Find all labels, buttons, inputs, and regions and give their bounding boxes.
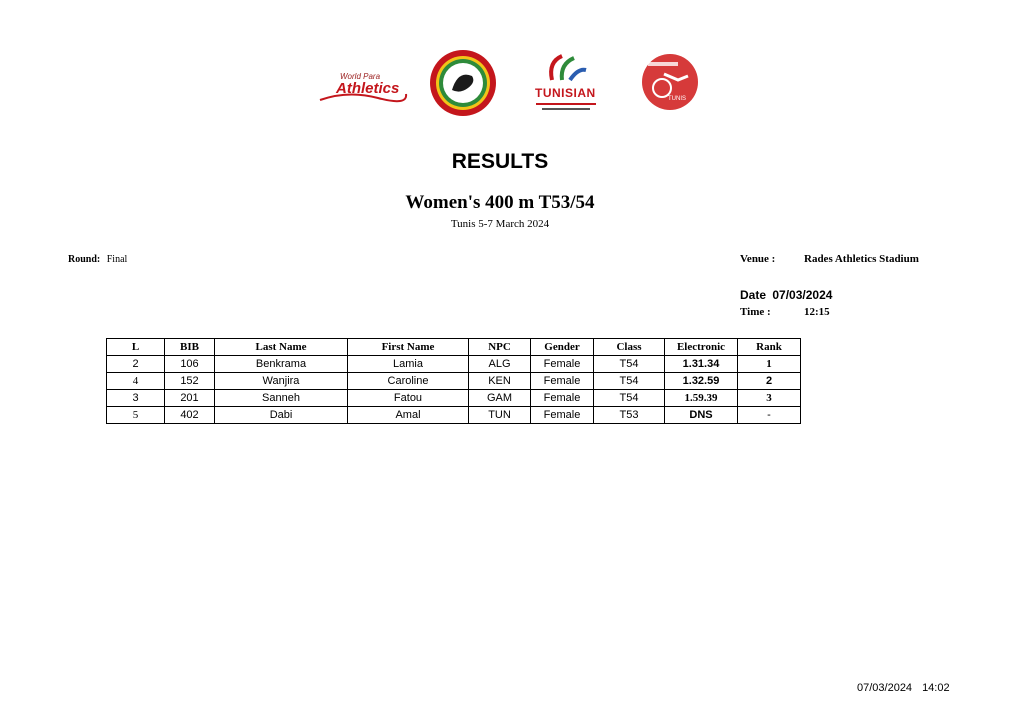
column-header-electronic: Electronic [665, 339, 738, 356]
cell-first-name: Fatou [348, 390, 469, 407]
cell-bib: 106 [165, 356, 215, 373]
cell-last-name: Sanneh [215, 390, 348, 407]
table-row [107, 407, 801, 424]
cell-class: T54 [594, 356, 665, 373]
column-header-first-name: First Name [348, 339, 469, 356]
cell-npc: GAM [469, 390, 531, 407]
cell-lane: 2 [107, 356, 165, 373]
wheelchair-racer-icon [638, 52, 702, 112]
cell-electronic: 1.32.59 [665, 373, 738, 390]
cell-electronic: DNS [665, 407, 738, 424]
column-header-rank: Rank [738, 339, 801, 356]
cell-rank: 3 [738, 390, 801, 407]
cell-rank: 2 [738, 373, 801, 390]
column-header-last-name: Last Name [215, 339, 348, 356]
wpa-swoosh-icon [318, 88, 408, 106]
wpa-logo-text: Athletics [336, 80, 400, 97]
date-label: Date [740, 288, 767, 302]
cell-gender: Female [531, 390, 594, 407]
round-value: Final [106, 254, 128, 265]
date-info [740, 288, 832, 302]
cell-rank: 1 [738, 356, 801, 373]
round-info [68, 254, 127, 265]
table-row [107, 356, 801, 373]
sponsor-logos [300, 40, 720, 120]
venue-value: Rades Athletics Stadium [804, 253, 919, 265]
cell-class: T54 [594, 390, 665, 407]
cell-electronic: 1.31.34 [665, 356, 738, 373]
footer-time: 14:02 [922, 682, 950, 694]
cell-npc: TUN [469, 407, 531, 424]
column-header-npc: NPC [469, 339, 531, 356]
time-label: Time : [740, 306, 771, 318]
date-value: 07/03/2024 [772, 288, 833, 302]
agitos-icon [530, 50, 600, 86]
cell-npc: ALG [469, 356, 531, 373]
cell-electronic: 1.59.39 [665, 390, 738, 407]
cell-last-name: Wanjira [215, 373, 348, 390]
world-para-athletics-logo [310, 60, 410, 110]
cell-first-name: Lamia [348, 356, 469, 373]
cell-first-name: Amal [348, 407, 469, 424]
tunisian-paralympic-logo [530, 50, 600, 120]
cell-gender: Female [531, 356, 594, 373]
cell-bib: 201 [165, 390, 215, 407]
table-row [107, 390, 801, 407]
cell-bib: 152 [165, 373, 215, 390]
event-logo-caption: TUNIS [668, 96, 686, 102]
venue-label: Venue : [740, 253, 776, 265]
cell-last-name: Benkrama [215, 356, 348, 373]
cell-rank: - [738, 407, 801, 424]
cell-first-name: Caroline [348, 373, 469, 390]
cell-bib: 402 [165, 407, 215, 424]
tunisian-logo-subtext-icon [534, 102, 598, 112]
event-logo [638, 52, 702, 112]
time-value: 12:15 [804, 306, 830, 318]
cell-npc: KEN [469, 373, 531, 390]
results-heading: RESULTS [451, 150, 549, 173]
cell-class: T53 [594, 407, 665, 424]
results-table [106, 338, 801, 424]
cell-gender: Female [531, 373, 594, 390]
tunisian-logo-text: TUNISIAN [535, 86, 596, 100]
cell-lane: 5 [107, 407, 165, 424]
column-header-lane: L [107, 339, 165, 356]
cell-lane: 4 [107, 373, 165, 390]
cell-lane: 3 [107, 390, 165, 407]
table-header-row [107, 339, 801, 356]
print-timestamp [857, 682, 950, 694]
cell-class: T54 [594, 373, 665, 390]
round-label: Round: [68, 254, 101, 265]
cell-gender: Female [531, 407, 594, 424]
column-header-gender: Gender [531, 339, 594, 356]
event-title: Women's 400 m T53/54 [405, 192, 595, 213]
table-row [107, 373, 801, 390]
federation-emblem-icon [428, 48, 498, 118]
event-subtitle: Tunis 5-7 March 2024 [450, 218, 550, 230]
cell-last-name: Dabi [215, 407, 348, 424]
column-header-bib: BIB [165, 339, 215, 356]
footer-date: 07/03/2024 [857, 682, 913, 694]
column-header-class: Class [594, 339, 665, 356]
wpa-logo-small-text: World Para [340, 72, 381, 81]
